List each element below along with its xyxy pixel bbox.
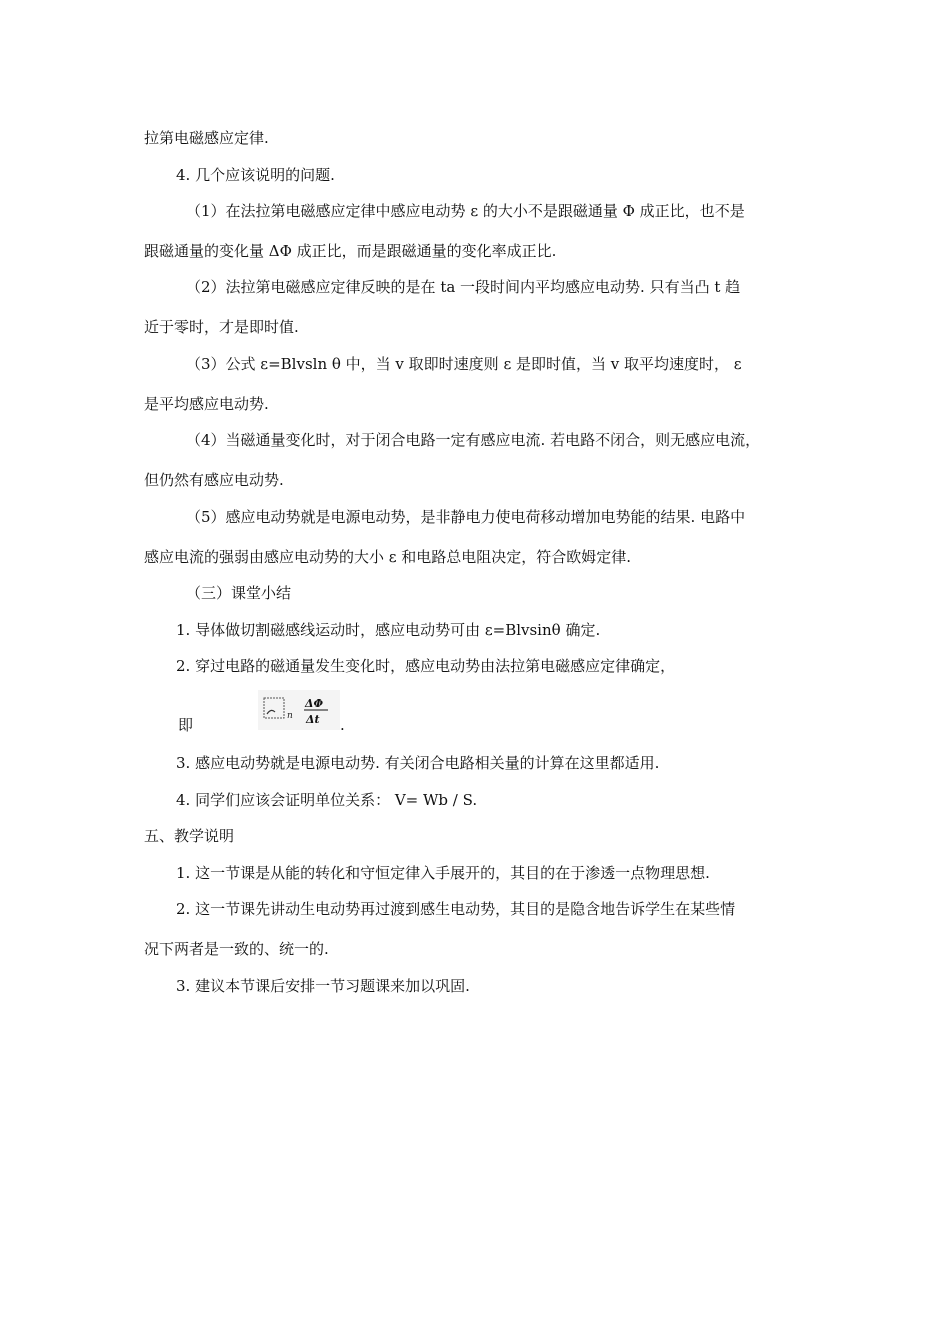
text-line-15: 2. 穿过电路的磁通量发生变化时，感应电动势由法拉第电磁感应定律确定，: [176, 657, 676, 675]
formula-graphic: [258, 690, 340, 730]
text-line-21: 2. 这一节课先讲动生电动势再过渡到感生电动势，其目的是隐含地告诉学生在某些情: [176, 900, 736, 918]
text-line-5: （2）法拉第电磁感应定律反映的是在 ta 一段时间内平均感应电动势. 只有当凸 t 趋: [186, 278, 741, 296]
section-heading-summary: （三）课堂小结: [186, 584, 292, 602]
text-line-2: 4. 几个应该说明的问题.: [176, 166, 335, 184]
formula-n: n: [287, 711, 293, 721]
text-line-6: 近于零时，才是即时值.: [144, 318, 299, 336]
text-line-17: 3. 感应电动势就是电源电动势. 有关闭合电路相关量的计算在这里都适用.: [176, 754, 660, 772]
text-line-22: 况下两者是一致的、统一的.: [144, 940, 329, 958]
formula-denominator: Δt: [306, 713, 320, 726]
text-line-9: （4）当磁通量变化时，对于闭合电路一定有感应电流. 若电路不闭合，则无感应电流，: [186, 431, 761, 449]
text-line-10: 但仍然有感应电动势.: [144, 471, 284, 489]
text-line-18: 4. 同学们应该会证明单位关系： V= Wb / S.: [176, 791, 478, 809]
section-heading-teaching-notes: 五、教学说明: [144, 827, 235, 845]
text-line-11: （5）感应电动势就是电源电动势，是非静电力使电荷移动增加电势能的结果. 电路中: [186, 508, 746, 526]
text-line-7: （3）公式 ε=Blvsln θ 中，当 v 取即时速度则 ε 是即时值，当 v 取平均速度时， ε: [186, 355, 742, 373]
text-line-3: （1）在法拉第电磁感应定律中感应电动势 ε 的大小不是跟磁通量 Φ 成正比，也不是: [186, 202, 745, 220]
formula-numerator: ΔΦ: [305, 697, 324, 710]
text-line-1: 拉第电磁感应定律.: [144, 129, 269, 147]
text-line-16: 即: [178, 716, 194, 734]
formula-period: .: [340, 716, 345, 734]
text-line-20: 1. 这一节课是从能的转化和守恒定律入手展开的，其目的在于渗透一点物理思想.: [176, 864, 710, 882]
text-line-12: 感应电流的强弱由感应电动势的大小 ε 和电路总电阻决定，符合欧姆定律.: [144, 548, 632, 566]
text-line-8: 是平均感应电动势.: [144, 395, 269, 413]
text-line-14: 1. 导体做切割磁感线运动时，感应电动势可由 ε=Blvsinθ 确定.: [176, 621, 601, 639]
text-line-23: 3. 建议本节课后安排一节习题课来加以巩固.: [176, 977, 470, 995]
text-line-4: 跟磁通量的变化量 ΔΦ 成正比，而是跟磁通量的变化率成正比.: [144, 242, 557, 260]
formula-image: [258, 690, 340, 730]
